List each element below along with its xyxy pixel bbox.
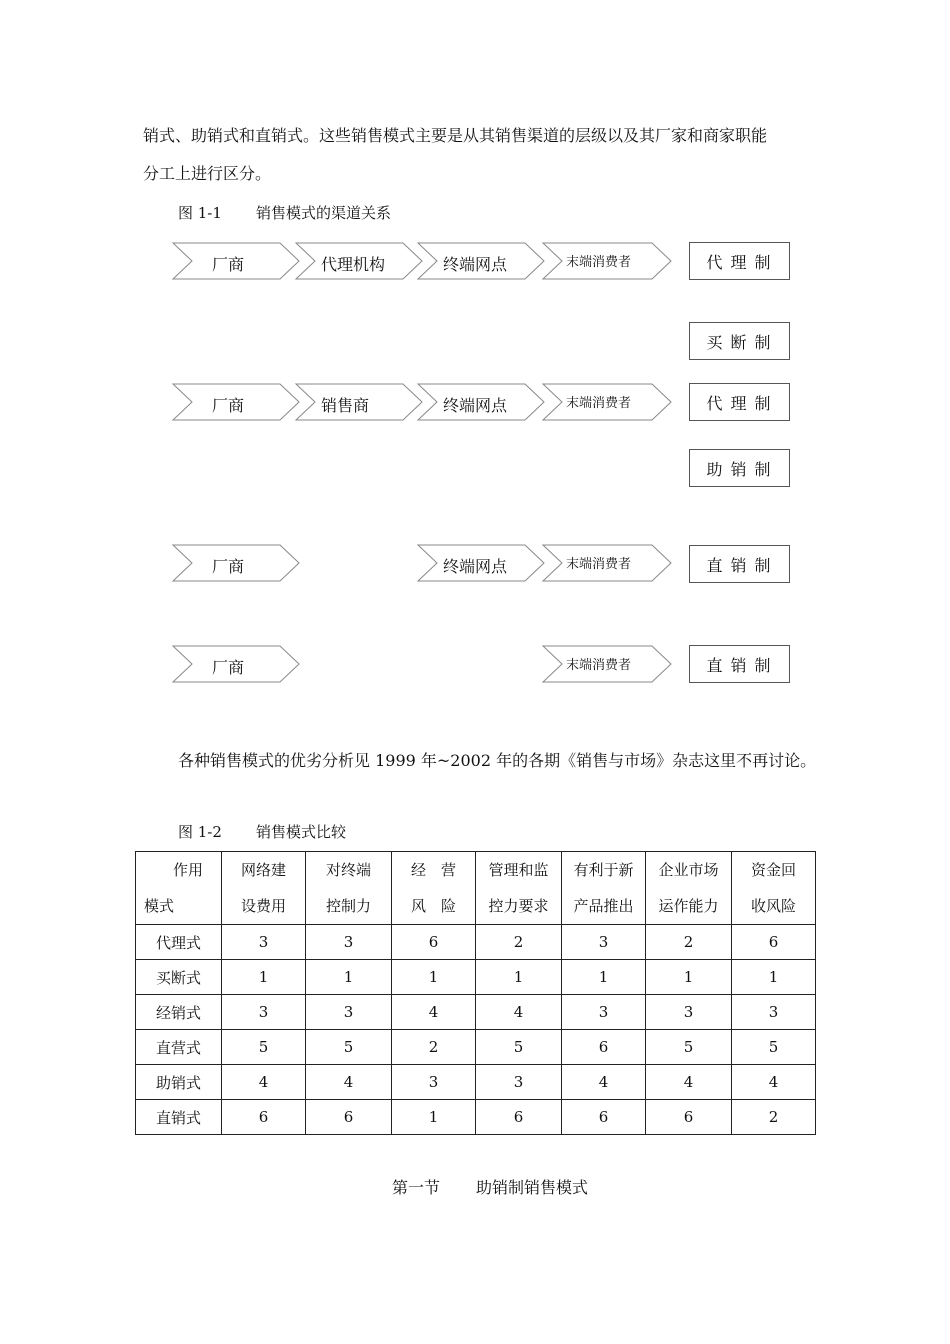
table-cell: 1: [392, 1100, 476, 1135]
table-cell: 5: [306, 1030, 392, 1065]
header-line: 网络建: [240, 861, 286, 879]
chevron-label: 末端消费者: [566, 255, 632, 270]
table-cell: 6: [476, 1100, 562, 1135]
table-cell: 3: [392, 1065, 476, 1100]
section-number: 第一节: [392, 1178, 441, 1197]
section-title: 助销制销售模式: [476, 1178, 589, 1197]
table-corner-cell: [136, 852, 222, 925]
table-cell: 2: [646, 925, 732, 960]
chevron-label: 末端消费者: [566, 557, 632, 572]
figure1-number: 图 1-1: [178, 204, 222, 222]
table-cell: 4: [732, 1065, 816, 1100]
mode-box-agency: 代理制: [689, 242, 790, 280]
row-mode-cell: 经销式: [136, 995, 222, 1030]
header-line: 对终端: [325, 861, 371, 879]
mode-box-buyout: 买断制: [689, 322, 790, 360]
intro-line-2: 分工上进行区分。: [143, 164, 272, 183]
table-cell: 6: [646, 1100, 732, 1135]
table-row: [136, 1030, 816, 1065]
mode-box-direct-sales: 直销制: [689, 545, 790, 583]
table-cell: 6: [222, 1100, 306, 1135]
table-cell: 3: [306, 995, 392, 1030]
table-row: [136, 925, 816, 960]
row-mode-cell: 买断式: [136, 960, 222, 995]
header-line: 控制力: [325, 897, 371, 915]
table-cell: 6: [306, 1100, 392, 1135]
header-line: 运作能力: [658, 897, 719, 915]
chevron-label: 终端网点: [443, 557, 508, 576]
chevron-label: 终端网点: [443, 396, 508, 415]
figure2-title: 销售模式比较: [256, 823, 347, 841]
table-cell: 4: [476, 995, 562, 1030]
chevron-label: 厂商: [212, 557, 245, 576]
analysis-text: 各种销售模式的优劣分析见 1999 年~2002 年的各期《销售与市场》杂志这里不再讨论。: [178, 751, 817, 770]
corner-top-label: 作用: [172, 861, 203, 879]
column-header: [562, 852, 646, 925]
table-cell: 3: [562, 995, 646, 1030]
chevron-label: 终端网点: [443, 255, 508, 274]
column-header: [392, 852, 476, 925]
table-cell: 4: [222, 1065, 306, 1100]
column-header: [222, 852, 306, 925]
table-row: [136, 995, 816, 1030]
table-cell: 1: [646, 960, 732, 995]
table-cell: 5: [476, 1030, 562, 1065]
table-cell: 1: [306, 960, 392, 995]
header-line: 有利于新: [573, 861, 634, 879]
header-line: 控力要求: [488, 897, 549, 915]
header-line: 资金回: [750, 861, 796, 879]
table-cell: 3: [562, 925, 646, 960]
table-row: [136, 960, 816, 995]
header-line: 风 险: [410, 897, 456, 915]
column-header: [476, 852, 562, 925]
column-header: [732, 852, 816, 925]
header-line: 产品推出: [573, 897, 634, 915]
table-cell: 3: [646, 995, 732, 1030]
table-cell: 3: [222, 925, 306, 960]
table-cell: 3: [476, 1065, 562, 1100]
chevron-label: 销售商: [321, 396, 370, 415]
row-mode-cell: 代理式: [136, 925, 222, 960]
table-cell: 1: [732, 960, 816, 995]
header-line: 收风险: [750, 897, 796, 915]
table-cell: 1: [476, 960, 562, 995]
table-cell: 4: [562, 1065, 646, 1100]
table-cell: 5: [732, 1030, 816, 1065]
figure2-number: 图 1-2: [178, 823, 222, 841]
table-cell: 1: [562, 960, 646, 995]
chevron-label: 代理机构: [321, 255, 386, 274]
table-header-row: [136, 852, 816, 925]
mode-box-assisted-sales: 助销制: [689, 449, 790, 487]
table-cell: 3: [732, 995, 816, 1030]
table-cell: 6: [732, 925, 816, 960]
chevron-label: 末端消费者: [566, 658, 632, 673]
table-row: [136, 1065, 816, 1100]
chevron-label: 厂商: [212, 255, 245, 274]
table-cell: 6: [562, 1030, 646, 1065]
table-row: [136, 1100, 816, 1135]
row-mode-cell: 直营式: [136, 1030, 222, 1065]
table-cell: 2: [732, 1100, 816, 1135]
header-line: 经 营: [410, 861, 456, 879]
table-cell: 1: [392, 960, 476, 995]
chevron-label: 厂商: [212, 396, 245, 415]
header-line: 设费用: [240, 897, 286, 915]
row-mode-cell: 直销式: [136, 1100, 222, 1135]
comparison-table: [135, 851, 816, 1135]
header-line: 企业市场: [658, 861, 719, 879]
chevron-label: 末端消费者: [566, 396, 632, 411]
table-cell: 2: [392, 1030, 476, 1065]
table-cell: 4: [392, 995, 476, 1030]
table-cell: 1: [222, 960, 306, 995]
corner-bottom-label: 模式: [144, 897, 175, 915]
table-cell: 6: [562, 1100, 646, 1135]
intro-line-1: 销式、助销式和直销式。这些销售模式主要是从其销售渠道的层级以及其厂家和商家职能: [143, 126, 768, 145]
column-header: [306, 852, 392, 925]
figure1-title: 销售模式的渠道关系: [256, 204, 392, 222]
chevron-label: 厂商: [212, 658, 245, 677]
mode-box-direct-sales: 直销制: [689, 645, 790, 683]
row-mode-cell: 助销式: [136, 1065, 222, 1100]
header-line: 管理和监: [488, 861, 549, 879]
table-cell: 4: [646, 1065, 732, 1100]
table-cell: 4: [306, 1065, 392, 1100]
table-cell: 5: [222, 1030, 306, 1065]
table-cell: 6: [392, 925, 476, 960]
table-cell: 2: [476, 925, 562, 960]
table-cell: 5: [646, 1030, 732, 1065]
table-cell: 3: [306, 925, 392, 960]
table-cell: 3: [222, 995, 306, 1030]
mode-box-agency: 代理制: [689, 383, 790, 421]
column-header: [646, 852, 732, 925]
